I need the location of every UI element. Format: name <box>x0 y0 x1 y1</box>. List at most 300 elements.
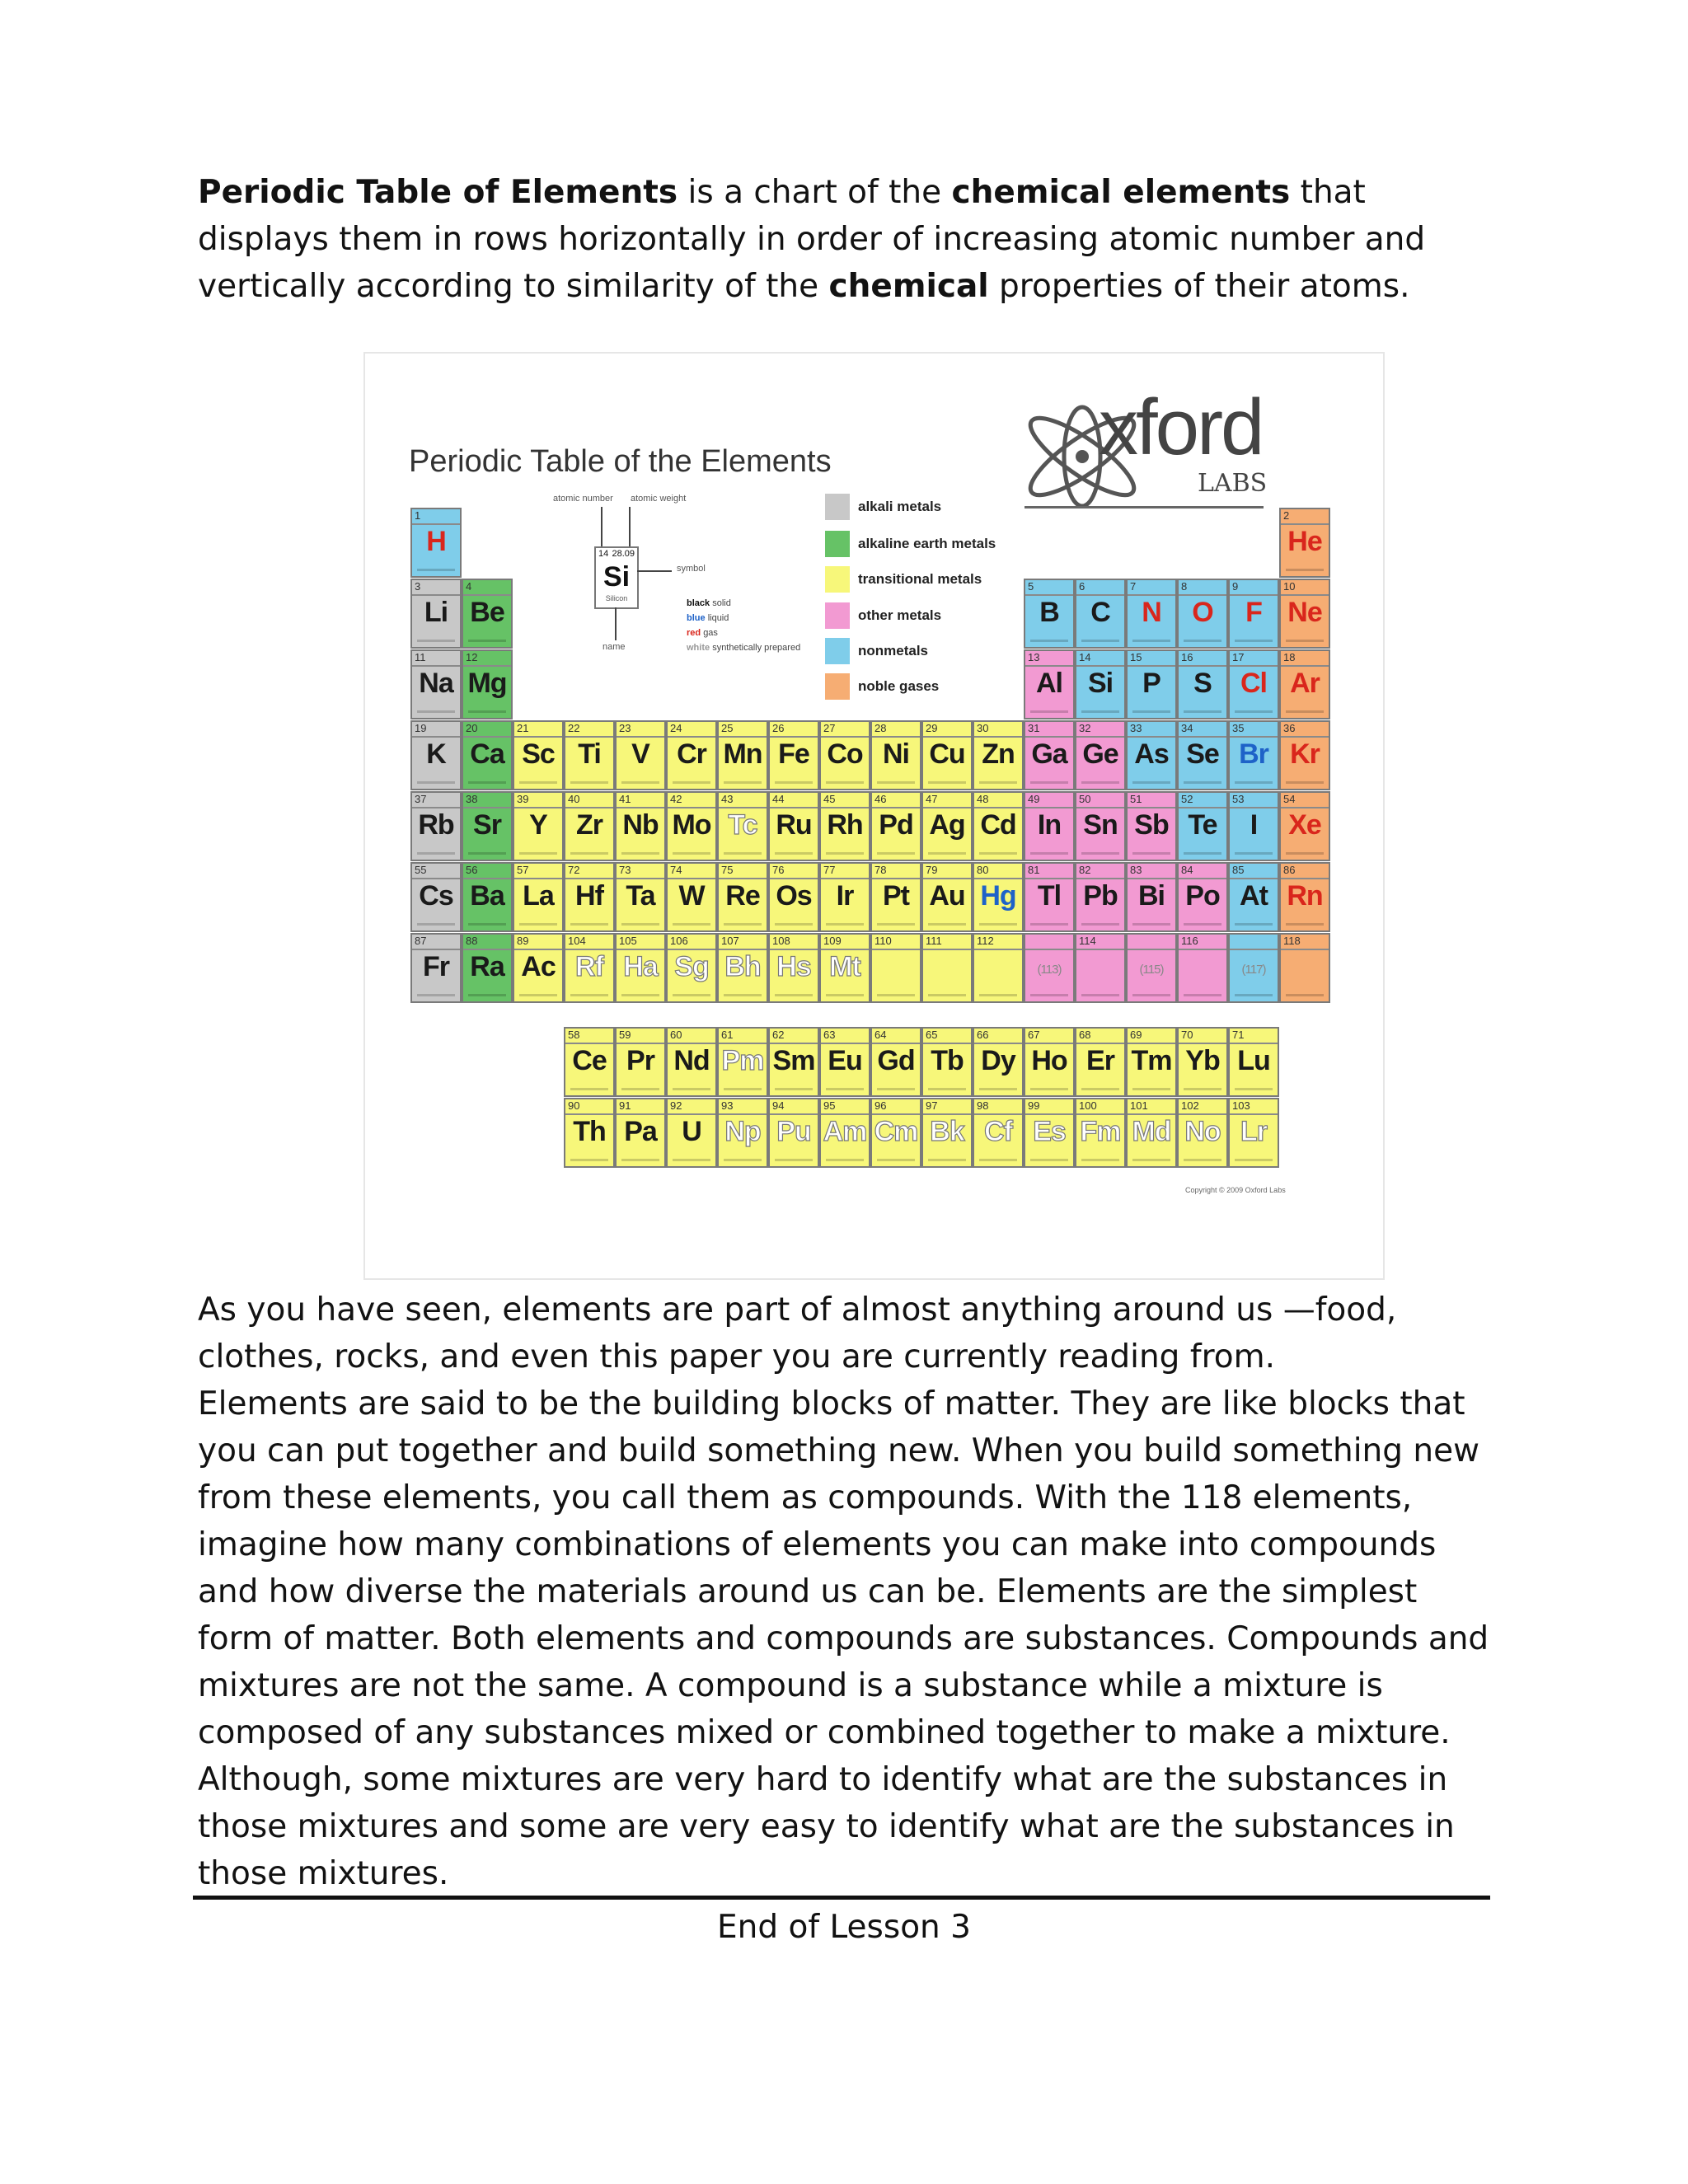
element-cell <box>462 933 513 1003</box>
element-cell <box>462 862 513 932</box>
element-cell <box>564 933 615 1003</box>
element-number: 74 <box>670 864 682 876</box>
element-symbol: In <box>1037 809 1062 841</box>
end-of-lesson: End of Lesson 3 <box>717 1909 971 1946</box>
key-example-number: 14 <box>598 549 609 559</box>
figure-title: Periodic Table of the Elements <box>409 444 832 479</box>
element-cell <box>513 862 564 932</box>
legend-label: other metals <box>858 607 942 623</box>
element-symbol: Hs <box>776 951 811 982</box>
element-symbol: Rf <box>575 951 603 982</box>
element-number: 58 <box>568 1029 580 1041</box>
element-number: 29 <box>926 722 938 734</box>
element-cell <box>513 933 564 1003</box>
element-symbol: Ne <box>1287 597 1322 628</box>
element-symbol: Bh <box>724 951 761 982</box>
element-number: 35 <box>1232 722 1245 734</box>
element-number: 51 <box>1130 793 1142 805</box>
element-number: 45 <box>823 793 836 805</box>
element-number: 18 <box>1283 651 1296 663</box>
element-symbol: Br <box>1239 738 1268 770</box>
element-number: 102 <box>1181 1099 1199 1112</box>
element-cell <box>1024 862 1075 932</box>
element-cell <box>1228 649 1279 719</box>
term-chemical: chemical <box>828 268 989 305</box>
element-symbol: Nd <box>673 1045 710 1076</box>
element-cell <box>615 1098 666 1168</box>
element-number: 28 <box>874 722 887 734</box>
element-symbol: U <box>682 1116 701 1147</box>
element-number: 98 <box>977 1099 989 1112</box>
element-number: 65 <box>926 1029 938 1041</box>
element-symbol: Es <box>1033 1116 1066 1147</box>
phase-state: solid <box>712 598 731 608</box>
element-symbol: Cu <box>929 738 965 770</box>
element-number: 116 <box>1181 935 1198 947</box>
element-number: 75 <box>721 864 734 876</box>
element-cell <box>1024 579 1075 649</box>
element-cell <box>921 791 973 861</box>
element-symbol: Fr <box>423 951 449 982</box>
element-cell <box>1177 1098 1228 1168</box>
element-number: 24 <box>670 722 682 734</box>
element-symbol: (115) <box>1139 963 1164 977</box>
element-symbol: Ho <box>1031 1045 1067 1076</box>
element-cell <box>768 933 819 1003</box>
element-number: 99 <box>1028 1099 1040 1112</box>
element-cell <box>717 862 768 932</box>
element-symbol: (113) <box>1037 963 1062 977</box>
element-number: 111 <box>926 935 942 947</box>
element-number: 1 <box>415 509 421 522</box>
element-cell <box>666 933 717 1003</box>
element-cell <box>1126 862 1177 932</box>
element-symbol: Am <box>823 1116 867 1147</box>
element-symbol: F <box>1245 597 1262 628</box>
element-symbol: Ba <box>470 880 504 912</box>
element-cell <box>870 791 921 861</box>
element-number: 25 <box>721 722 734 734</box>
element-cell <box>1228 791 1279 861</box>
key-symbol-leader <box>637 570 672 572</box>
element-symbol: Be <box>470 597 504 628</box>
element-symbol: Ge <box>1082 738 1118 770</box>
element-symbol: Cf <box>984 1116 1012 1147</box>
element-cell <box>768 1098 819 1168</box>
logo-subtitle: LABS <box>1198 469 1268 498</box>
element-cell <box>1126 1027 1177 1097</box>
element-cell <box>1279 508 1330 578</box>
element-symbol: Er <box>1086 1045 1114 1076</box>
phase-state: gas <box>703 628 718 638</box>
key-name-leader <box>615 607 617 640</box>
element-number: 76 <box>772 864 785 876</box>
term-chemical-elements: chemical elements <box>951 174 1291 211</box>
phase-key-item <box>687 628 718 638</box>
element-symbol: Mn <box>723 738 762 770</box>
intro-paragraph <box>198 169 1500 310</box>
element-number: 16 <box>1181 651 1193 663</box>
element-number: 33 <box>1130 722 1142 734</box>
element-number: 69 <box>1130 1029 1142 1041</box>
element-symbol: V <box>631 738 649 770</box>
element-symbol: Ta <box>626 880 655 912</box>
element-number: 17 <box>1232 651 1245 663</box>
element-cell <box>819 933 870 1003</box>
element-number: 14 <box>1079 651 1091 663</box>
element-cell <box>410 508 462 578</box>
element-number: 20 <box>466 722 478 734</box>
element-symbol: Cd <box>980 809 1016 841</box>
element-cell <box>615 791 666 861</box>
element-cell <box>1075 1027 1126 1097</box>
element-number: 81 <box>1028 864 1040 876</box>
element-number: 26 <box>772 722 785 734</box>
element-symbol: Cm <box>874 1116 918 1147</box>
element-cell <box>1075 1098 1126 1168</box>
element-number: 43 <box>721 793 734 805</box>
legend-label: alkaline earth metals <box>858 536 996 551</box>
legend-swatch <box>825 638 850 664</box>
element-symbol: Dy <box>981 1045 1015 1076</box>
element-symbol: Hf <box>575 880 603 912</box>
element-symbol: Hg <box>980 880 1016 912</box>
element-cell <box>1177 579 1228 649</box>
element-number: 8 <box>1181 580 1188 593</box>
element-symbol: Pb <box>1083 880 1118 912</box>
phase-state: synthetically prepared <box>712 643 801 653</box>
element-symbol: Tc <box>728 809 757 841</box>
element-number: 50 <box>1079 793 1091 805</box>
element-number: 110 <box>874 935 892 947</box>
element-cell <box>1279 649 1330 719</box>
element-symbol: Sg <box>674 951 709 982</box>
key-name-label: name <box>603 642 626 652</box>
element-number: 47 <box>926 793 938 805</box>
element-symbol: Pm <box>721 1045 764 1076</box>
key-example-weight: 28.09 <box>612 549 635 559</box>
element-symbol: Ti <box>578 738 601 770</box>
element-symbol: Nb <box>622 809 659 841</box>
element-cell <box>870 1027 921 1097</box>
element-cell <box>717 1098 768 1168</box>
element-symbol: Tb <box>931 1045 964 1076</box>
phase-color-word: red <box>687 628 701 638</box>
element-symbol: Sb <box>1134 809 1169 841</box>
element-cell <box>462 791 513 861</box>
element-symbol: Mo <box>672 809 711 841</box>
element-cell <box>870 933 921 1003</box>
element-number: 49 <box>1028 793 1040 805</box>
element-symbol: Al <box>1036 668 1062 699</box>
element-cell <box>1177 1027 1228 1097</box>
element-number: 34 <box>1181 722 1193 734</box>
element-symbol: Bk <box>930 1116 964 1147</box>
element-cell <box>973 1098 1024 1168</box>
element-symbol: Gd <box>877 1045 915 1076</box>
element-number: 82 <box>1079 864 1091 876</box>
element-symbol: Ac <box>521 951 556 982</box>
element-symbol: Rn <box>1287 880 1323 912</box>
element-number: 9 <box>1232 580 1239 593</box>
element-cell <box>410 720 462 790</box>
element-cell <box>1177 933 1228 1003</box>
element-cell <box>870 720 921 790</box>
phase-state: liquid <box>707 613 729 623</box>
element-number: 30 <box>977 722 989 734</box>
element-symbol: W <box>678 880 705 912</box>
element-cell <box>1177 791 1228 861</box>
element-cell <box>1228 1098 1279 1168</box>
legend-swatch <box>825 494 850 520</box>
figure-copyright: Copyright © 2009 Oxford Labs <box>1185 1186 1286 1194</box>
element-number: 2 <box>1283 509 1290 522</box>
element-symbol: Re <box>725 880 760 912</box>
element-number: 93 <box>721 1099 734 1112</box>
element-symbol: Th <box>573 1116 606 1147</box>
element-number: 61 <box>721 1029 734 1041</box>
element-cell <box>1228 720 1279 790</box>
element-symbol: Sr <box>473 809 501 841</box>
phase-key-item <box>687 643 800 653</box>
element-symbol: Pa <box>624 1116 657 1147</box>
element-number: 38 <box>466 793 478 805</box>
element-symbol: Lr <box>1240 1116 1267 1147</box>
element-cell <box>564 1027 615 1097</box>
element-cell <box>768 862 819 932</box>
element-cell <box>410 791 462 861</box>
element-number: 73 <box>619 864 631 876</box>
element-symbol: Np <box>724 1116 761 1147</box>
element-symbol: Zn <box>982 738 1015 770</box>
element-number: 54 <box>1283 793 1296 805</box>
element-number: 106 <box>670 935 688 947</box>
element-number: 13 <box>1028 651 1040 663</box>
element-number: 55 <box>415 864 427 876</box>
element-cell <box>921 720 973 790</box>
element-number: 91 <box>619 1099 631 1112</box>
element-symbol: Ra <box>470 951 504 982</box>
element-cell <box>1126 579 1177 649</box>
element-cell <box>1024 1027 1075 1097</box>
element-number: 12 <box>466 651 478 663</box>
body-paragraph-3: Although, some mixtures are very hard to identify what are the substances in those mixtures and some are very easy to identify what are the substances in those mixtures. <box>198 1761 1455 1892</box>
element-symbol: Yb <box>1185 1045 1220 1076</box>
element-cell <box>666 791 717 861</box>
element-number: 42 <box>670 793 682 805</box>
element-number: 105 <box>619 935 637 947</box>
element-cell <box>717 933 768 1003</box>
element-symbol: Na <box>419 668 453 699</box>
element-cell <box>973 862 1024 932</box>
element-cell <box>717 1027 768 1097</box>
element-cell <box>1177 649 1228 719</box>
element-symbol: Si <box>1087 668 1114 699</box>
element-number: 79 <box>926 864 938 876</box>
element-symbol: Rh <box>827 809 863 841</box>
element-cell <box>1126 1098 1177 1168</box>
element-number: 32 <box>1079 722 1091 734</box>
element-cell <box>666 720 717 790</box>
element-cell <box>768 791 819 861</box>
legend-label: noble gases <box>858 678 940 694</box>
element-cell <box>410 862 462 932</box>
body-text <box>198 1286 1500 1897</box>
element-cell <box>1126 649 1177 719</box>
element-cell <box>1075 649 1126 719</box>
element-cell <box>513 720 564 790</box>
element-number: 60 <box>670 1029 682 1041</box>
element-cell <box>410 933 462 1003</box>
element-symbol: Sm <box>772 1045 815 1076</box>
element-cell <box>615 933 666 1003</box>
element-symbol: Pr <box>626 1045 654 1076</box>
element-symbol: Sc <box>522 738 555 770</box>
element-symbol: Mt <box>829 951 860 982</box>
element-symbol: Cl <box>1240 668 1267 699</box>
element-number: 41 <box>619 793 631 805</box>
phase-color-word: blue <box>687 613 706 623</box>
element-number: 57 <box>517 864 529 876</box>
key-symbol-label: symbol <box>677 564 706 574</box>
element-symbol: Ag <box>929 809 965 841</box>
element-symbol: H <box>426 526 446 557</box>
element-symbol: Se <box>1186 738 1219 770</box>
element-number: 101 <box>1130 1099 1148 1112</box>
element-cell <box>1075 862 1126 932</box>
element-symbol: Ga <box>1031 738 1067 770</box>
element-number: 90 <box>568 1099 580 1112</box>
phase-color-word: white <box>687 643 710 653</box>
element-cell <box>1228 933 1279 1003</box>
element-symbol: Au <box>929 880 965 912</box>
element-symbol: Ni <box>883 738 909 770</box>
element-symbol: Ru <box>776 809 812 841</box>
element-cell <box>615 862 666 932</box>
element-number: 11 <box>415 651 426 663</box>
element-number: 19 <box>415 722 427 734</box>
element-symbol: P <box>1142 668 1160 699</box>
element-cell <box>1075 720 1126 790</box>
element-number: 63 <box>823 1029 836 1041</box>
element-symbol: Fm <box>1080 1116 1121 1147</box>
element-number: 52 <box>1181 793 1193 805</box>
element-cell <box>1279 579 1330 649</box>
element-number: 10 <box>1283 580 1296 593</box>
key-atomic-number-label: atomic number <box>553 494 613 504</box>
element-number: 85 <box>1232 864 1245 876</box>
key-example-cell <box>594 546 639 609</box>
periodic-table-figure <box>363 352 1385 1280</box>
element-symbol: N <box>1142 597 1161 628</box>
end-divider <box>193 1896 1490 1900</box>
element-cell <box>666 862 717 932</box>
element-cell <box>921 1027 973 1097</box>
element-number: 92 <box>670 1099 682 1112</box>
element-cell <box>666 1098 717 1168</box>
element-cell <box>615 720 666 790</box>
element-cell <box>1228 579 1279 649</box>
element-symbol: Li <box>424 597 448 628</box>
element-number: 118 <box>1283 935 1301 947</box>
element-cell <box>819 1027 870 1097</box>
element-number: 89 <box>517 935 529 947</box>
element-symbol: Fe <box>778 738 809 770</box>
element-cell <box>1024 649 1075 719</box>
element-symbol: O <box>1192 597 1213 628</box>
intro-text-2: that displays them in rows horizontally in order of increasing atomic number and vertically according to similarity of the <box>198 174 1426 305</box>
element-number: 114 <box>1079 935 1096 947</box>
key-weight-leader <box>629 507 631 546</box>
element-cell <box>1126 720 1177 790</box>
element-number: 109 <box>823 935 842 947</box>
element-symbol: Ar <box>1290 668 1320 699</box>
element-cell <box>973 933 1024 1003</box>
element-symbol: S <box>1193 668 1212 699</box>
element-cell <box>410 579 462 649</box>
element-cell <box>921 933 973 1003</box>
element-number: 62 <box>772 1029 785 1041</box>
logo-underline <box>1025 506 1264 509</box>
element-symbol: Zr <box>576 809 603 841</box>
legend-swatch <box>825 531 850 557</box>
element-cell <box>1075 579 1126 649</box>
element-number: 68 <box>1079 1029 1091 1041</box>
element-cell <box>1228 1027 1279 1097</box>
element-number: 84 <box>1181 864 1193 876</box>
element-number: 78 <box>874 864 887 876</box>
element-cell <box>717 791 768 861</box>
element-number: 80 <box>977 864 989 876</box>
element-number: 3 <box>415 580 421 593</box>
element-cell <box>1075 933 1126 1003</box>
element-number: 96 <box>874 1099 887 1112</box>
element-cell <box>1279 791 1330 861</box>
element-symbol: Os <box>776 880 812 912</box>
element-cell <box>564 720 615 790</box>
element-symbol: As <box>1134 738 1169 770</box>
element-number: 97 <box>926 1099 938 1112</box>
element-symbol: Tm <box>1131 1045 1172 1076</box>
element-number: 87 <box>415 935 427 947</box>
element-symbol: I <box>1250 809 1258 841</box>
key-example-name: Silicon <box>605 594 628 602</box>
element-number: 6 <box>1079 580 1085 593</box>
element-number: 100 <box>1079 1099 1097 1112</box>
legend-swatch <box>825 602 850 629</box>
legend-swatch <box>825 673 850 700</box>
element-symbol: Rb <box>418 809 454 841</box>
element-number: 5 <box>1028 580 1034 593</box>
element-number: 112 <box>977 935 994 947</box>
key-number-leader <box>601 507 603 546</box>
element-symbol: Kr <box>1290 738 1320 770</box>
element-symbol: Pd <box>879 809 913 841</box>
element-cell <box>973 720 1024 790</box>
element-symbol: C <box>1090 597 1110 628</box>
element-number: 95 <box>823 1099 836 1112</box>
element-symbol: At <box>1240 880 1268 912</box>
phase-color-word: black <box>687 598 710 608</box>
element-symbol: Eu <box>828 1045 862 1076</box>
element-number: 4 <box>466 580 472 593</box>
element-cell <box>870 1098 921 1168</box>
intro-text-3: properties of their atoms. <box>988 268 1410 305</box>
element-cell <box>462 649 513 719</box>
element-symbol: Ha <box>623 951 658 982</box>
element-symbol: Y <box>529 809 547 841</box>
element-symbol: Cs <box>419 880 453 912</box>
